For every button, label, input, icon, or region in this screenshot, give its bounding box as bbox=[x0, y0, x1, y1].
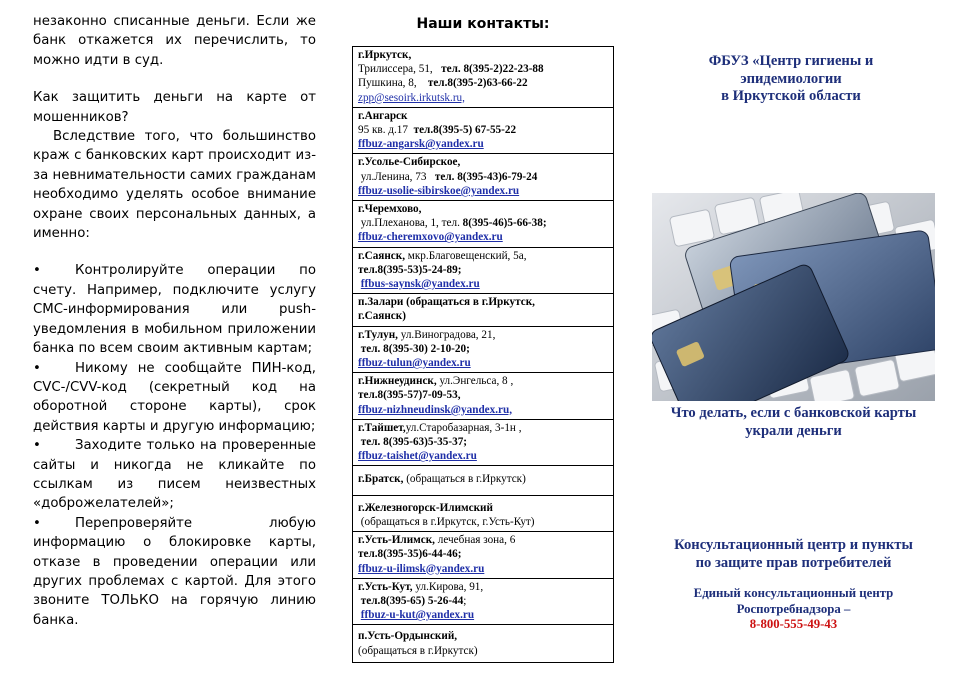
contact-zalari: п.Залари (обращаться в г.Иркутск, г.Саянск) bbox=[353, 294, 613, 326]
email-link[interactable]: ffbuz-angarsk@yandex.ru bbox=[358, 138, 484, 151]
email-link[interactable]: ffbuz-u-ilimsk@yandex.ru bbox=[358, 562, 485, 575]
brochure-headline: Что делать, если с банковской карты украли деньги bbox=[670, 405, 917, 439]
paragraph-court: незаконно списанные деньги. Если же банк откажется их перечислить, то можно идти в суд. bbox=[33, 14, 316, 68]
email-link[interactable]: ffbuz-taishet@yandex.ru bbox=[358, 450, 477, 463]
email-link[interactable]: ffbuz-cheremxovo@yandex.ru bbox=[358, 231, 503, 244]
left-column bbox=[33, 12, 316, 630]
contact-ust-kut: г.Усть-Кут, ул.Кирова, 91, тел.8(395-65) 5-26-44; ffbuz-u-kut@yandex.ru bbox=[353, 579, 613, 626]
bullet-item-sites: • Заходите только на проверенные сайты и никогда не кликайте по ссылкам из писем неизвестных «доброжелателей»; bbox=[33, 438, 316, 512]
contact-sayansk: г.Саянск, мкр.Благовещенский, 5а, тел.8(395-53)5-24-89; ffbus-saynsk@yandex.ru bbox=[353, 248, 613, 295]
contact-zheleznogorsk: г.Железногорск-Илимский (обращаться в г.Иркутск, г.Усть-Кут) bbox=[353, 496, 613, 532]
consultation-center-title: Консультационный центр и пункты по защите прав потребителей bbox=[674, 537, 913, 571]
contacts-title: Наши контакты: bbox=[416, 16, 550, 32]
hotline-number[interactable]: 8-800-555-49-43 bbox=[749, 617, 838, 631]
bank-cards-on-keyboard-photo bbox=[652, 193, 935, 401]
contact-nizhneudinsk: г.Нижнеудинск, ул.Энгельса, 8 , тел.8(395-57)7-09-53, ffbuz-nizhneudinsk@yandex.ru, bbox=[353, 373, 613, 420]
contact-irkutsk: г.Иркутск, Трилиссера, 51, тел. 8(395-2)22-23-88 Пушкина, 8, тел.8(395-2)63-66-22 zpp@sesoirk.irkutsk.ru, bbox=[353, 47, 613, 108]
email-link[interactable]: ffbuz-tulun@yandex.ru bbox=[358, 357, 471, 370]
email-link[interactable]: ffbus-saynsk@yandex.ru bbox=[360, 278, 480, 291]
organization-title: ФБУЗ «Центр гигиены и эпидемиологии в Иркутской области bbox=[708, 53, 874, 104]
contact-ust-ordynsky: п.Усть-Ордынский, (обращаться в г.Иркутск) bbox=[358, 630, 478, 657]
email-link[interactable]: ffbuz-nizhneudinsk@yandex.ru, bbox=[358, 403, 513, 416]
bullet-item-verify: • Перепроверяйте любую информацию о блокировке карты, отказе в проведении операции или других проблемах с картой. Для этого звоните ТОЛЬКО на горячую линию банка. bbox=[33, 515, 316, 628]
bank-cards-illustration bbox=[652, 193, 935, 401]
bullet-marker: • bbox=[33, 515, 41, 531]
paragraph-attention: Вследствие того, что большинство краж с банковских карт происходит из-за невнимательности самих гражданам необходимо уделять особое внимание охране своих персональных данных, а именно: bbox=[33, 129, 316, 242]
contacts-table bbox=[352, 46, 614, 663]
contact-taishet: г.Тайшет,ул.Старобазарная, 3-1н , тел. 8(395-63)5-35-37; ffbuz-taishet@yandex.ru bbox=[353, 420, 613, 467]
bullet-marker: • bbox=[33, 360, 41, 376]
contact-ust-ilimsk: г.Усть-Илимск, лечебная зона, 6 тел.8(395-35)6-44-46; ffbuz-u-ilimsk@yandex.ru bbox=[353, 532, 613, 579]
question-heading: Как защитить деньги на карте от мошенников? bbox=[33, 90, 316, 125]
email-link[interactable]: zpp@sesoirk.irkutsk.ru, bbox=[358, 91, 465, 104]
bullet-marker: • bbox=[33, 438, 41, 454]
contact-angarsk: г.Ангарск 95 кв. д.17 тел.8(395-5) 67-55-22 ffbuz-angarsk@yandex.ru bbox=[353, 108, 613, 155]
bullet-item-control: • Контролируйте операции по счету. Например, подключите услугу СМС-информирования или push-уведомления в мобильном приложении банка по всем своим активным картам; bbox=[33, 263, 316, 357]
contact-cheremkhovo: г.Черемхово, ул.Плеханова, 1, тел. 8(395-46)5-66-38; ffbuz-cheremxovo@yandex.ru bbox=[353, 201, 613, 248]
contact-usolye: г.Усолье-Сибирское, ул.Ленина, 73 тел. 8(395-43)6-79-24 ffbuz-usolie-sibirskoe@yandex.ru bbox=[353, 154, 613, 201]
rospotrebnadzor-center: Единый консультационный центр Роспотребнадзора – bbox=[693, 586, 894, 616]
bullet-marker: • bbox=[33, 263, 41, 279]
email-link[interactable]: ffbuz-usolie-sibirskoe@yandex.ru bbox=[358, 184, 520, 197]
contact-tulun: г.Тулун, ул.Виноградова, 21, тел. 8(395-30) 2-10-20; ffbuz-tulun@yandex.ru bbox=[353, 327, 613, 374]
bullet-item-pin: • Никому не сообщайте ПИН-код, CVC-/CVV-код (секретный код на оборотной стороне карты), срок действия карты и другую информацию; bbox=[33, 360, 316, 434]
contact-bratsk: г.Братск, (обращаться в г.Иркутск) bbox=[353, 466, 613, 495]
email-link[interactable]: ffbuz-u-kut@yandex.ru bbox=[360, 609, 475, 622]
